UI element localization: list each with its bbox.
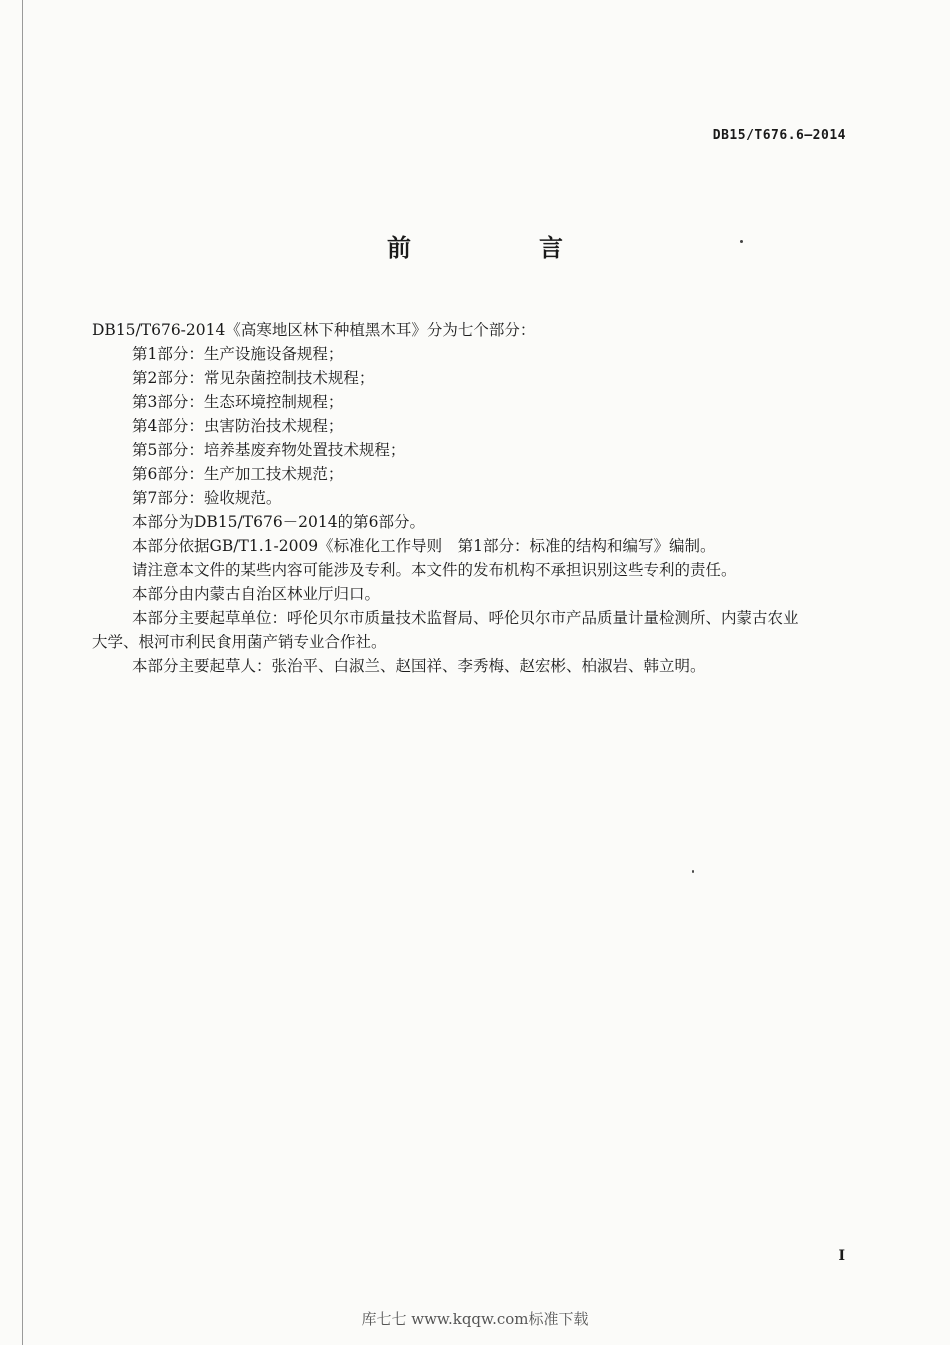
page-title: 前 言 xyxy=(387,234,615,262)
paragraph-patent-notice: 请注意本文件的某些内容可能涉及专利。本文件的发布机构不承担识别这些专利的责任。 xyxy=(132,561,737,579)
scan-speck xyxy=(740,240,743,243)
foreword-body xyxy=(92,318,862,678)
paragraph-part-number: 本部分为DB15/T676－2014的第6部分。 xyxy=(132,513,425,531)
standard-code: DB15/T676.6—2014 xyxy=(712,128,846,143)
part-item-1: 第1部分：生产设施设备规程； xyxy=(132,345,344,363)
part-item-6: 第6部分：生产加工技术规范； xyxy=(132,465,344,483)
binding-edge-line xyxy=(22,0,23,1345)
paragraph-administered-by: 本部分由内蒙古自治区林业厅归口。 xyxy=(132,585,381,603)
part-item-7: 第7部分：验收规范。 xyxy=(132,489,282,507)
part-item-4: 第4部分：虫害防治技术规程； xyxy=(132,417,344,435)
part-item-2: 第2部分：常见杂菌控制技术规程； xyxy=(132,369,375,387)
paragraph-drafters: 本部分主要起草人：张治平、白淑兰、赵国祥、李秀梅、赵宏彬、柏淑岩、韩立明。 xyxy=(132,657,706,675)
footer-watermark: 库七七 www.kqqw.com标准下载 xyxy=(361,1310,589,1328)
scan-speck xyxy=(692,870,694,873)
paragraph-drafting-basis: 本部分依据GB/T1.1-2009《标准化工作导则 第1部分：标准的结构和编写》编制。 xyxy=(132,537,716,555)
part-item-5: 第5部分：培养基废弃物处置技术规程； xyxy=(132,441,406,459)
paragraph-drafting-units: 本部分主要起草单位：呼伦贝尔市质量技术监督局、呼伦贝尔市产品质量计量检测所、内蒙古农业大学、根河市利民食用菌产销专业合作社。 xyxy=(92,609,799,651)
intro-paragraph: DB15/T676-2014《高寒地区林下种植黑木耳》分为七个部分： xyxy=(92,321,536,339)
part-item-3: 第3部分：生态环境控制规程； xyxy=(132,393,344,411)
page-number: I xyxy=(838,1248,845,1264)
